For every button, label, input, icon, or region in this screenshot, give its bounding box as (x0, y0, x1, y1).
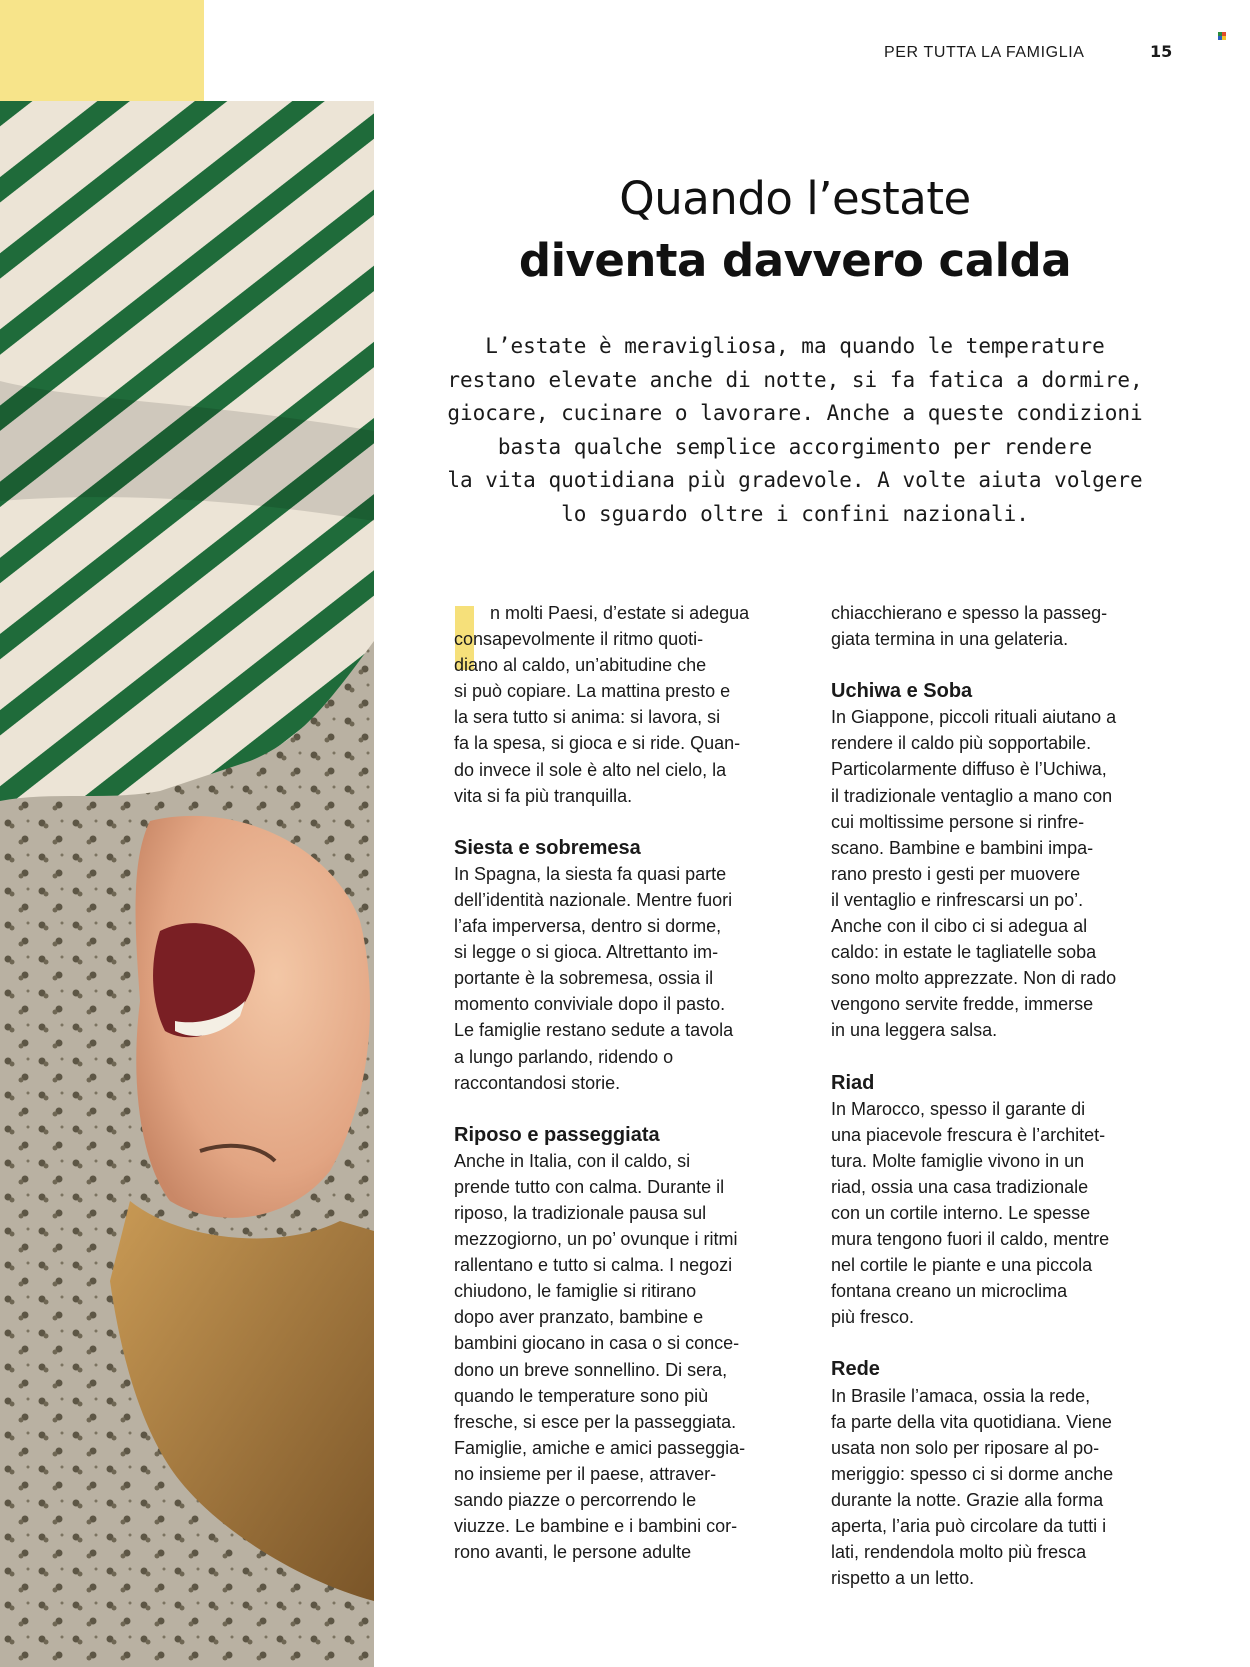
lead-text: L’estate è meravigliosa, ma quando le temperature restano elevate anche di notte, si fa fatica a dormire, giocare, cucinare o lavorare. Anche a queste condizioni basta qualche semplice accorgimento per rendere la vita quotidiana più gradevole. A volte aiuta volgere lo sguardo oltre i confini nazionali. (447, 334, 1143, 526)
color-registration-mark (1218, 32, 1226, 40)
headline-line-1: Quando l’estate (619, 172, 971, 225)
heading-riposo: Riposo e passeggiata (454, 1123, 660, 1146)
photo-illustration (0, 101, 374, 1667)
left-column (454, 600, 792, 1565)
heading-rede: Rede (831, 1358, 880, 1381)
paragraph-rede: In Brasile l’amaca, ossia la rede, fa parte della vita quotidiana. Viene usata non solo per riposare al po- meriggio: spesso ci si dorme anche durante la notte. Grazie alla forma aperta, l’aria può circolare da tutti i lati, rendendola molto più fresca rispetto a un letto. (831, 1385, 1114, 1589)
heading-siesta: Siesta e sobremesa (454, 836, 641, 859)
paragraph-riposo: Anche in Italia, con il caldo, si prende tutto con calma. Durante il riposo, la tradizionale pausa sul mezzogiorno, un po’ ovunque i ritmi rallentano e tutto si calma. I negozi chiudono, le famiglie si ritirano dopo aver pranzato, bambine e bambini giocano in casa o si conce- dono un breve sonnellino. Di sera, quando le temperature sono più fresche, si esce per la passeggiata. Famiglie, amiche e amici passeggia- no insieme per il paese, attraver- sando piazze o percorrendo le viuzze. Le bambine e i bambini cor- rono avanti, le persone adulte (454, 1150, 746, 1563)
heading-uchiwa: Uchiwa e Soba (831, 680, 973, 703)
right-column (831, 600, 1181, 1591)
intro-paragraph: n molti Paesi, d’estate si adegua consapevolmente il ritmo quoti- diano al caldo, un’abitudine che si può copiare. La mattina presto e la sera tutto si anima: si lavora, si fa la spesa, si gioca e si ride. Quan- do invece il sole è alto nel cielo, la vita si fa più tranquilla. (454, 603, 750, 806)
paragraph-continuation: chiacchierano e spesso la passeg- giata termina in una gelateria. (831, 603, 1108, 650)
paragraph-siesta: In Spagna, la siesta fa quasi parte dell’identità nazionale. Mentre fuori l’afa imperversa, dentro si dorme, si legge o si gioca. Altrettanto im- portante è la sobremesa, ossia il momento conviviale dopo il pasto. Le famiglie restano sedute a tavola a lungo parlando, ridendo o raccontandosi storie. (454, 863, 734, 1093)
paragraph-uchiwa: In Giappone, piccoli rituali aiutano a rendere il caldo più sopportabile. Particolarmente diffuso è l’Uchiwa, il tradizionale ventaglio a mano con cui moltissime persone si rinfre- scano. Bambine e bambini impa- rano presto i gesti per muovere il ventaglio e rinfrescarsi un po’. Anche con il cibo ci si adegua al caldo: in estate le tagliatelle soba sono molto apprezzate. Non di rado vengono servite fredde, immerse in una leggera salsa. (831, 707, 1117, 1041)
paragraph-riad: In Marocco, spesso il garante di una piacevole frescura è l’architet- tura. Molte famiglie vivono in un riad, ossia una casa tradizionale con un cortile interno. Le spesse mura tengono fuori il caldo, mentre nel cortile le piante e una piccola fontana creano un microclima più fresco. (831, 1098, 1110, 1328)
page-number: 15 (1150, 42, 1173, 61)
lead-paragraph (440, 330, 1150, 531)
headline-line-2: diventa davvero calda (518, 234, 1072, 287)
photo-child-laughing (0, 101, 374, 1667)
yellow-accent-block (0, 0, 204, 101)
heading-riad: Riad (831, 1071, 875, 1094)
section-label: PER TUTTA LA FAMIGLIA (884, 44, 1085, 61)
page-headline (400, 168, 1190, 292)
